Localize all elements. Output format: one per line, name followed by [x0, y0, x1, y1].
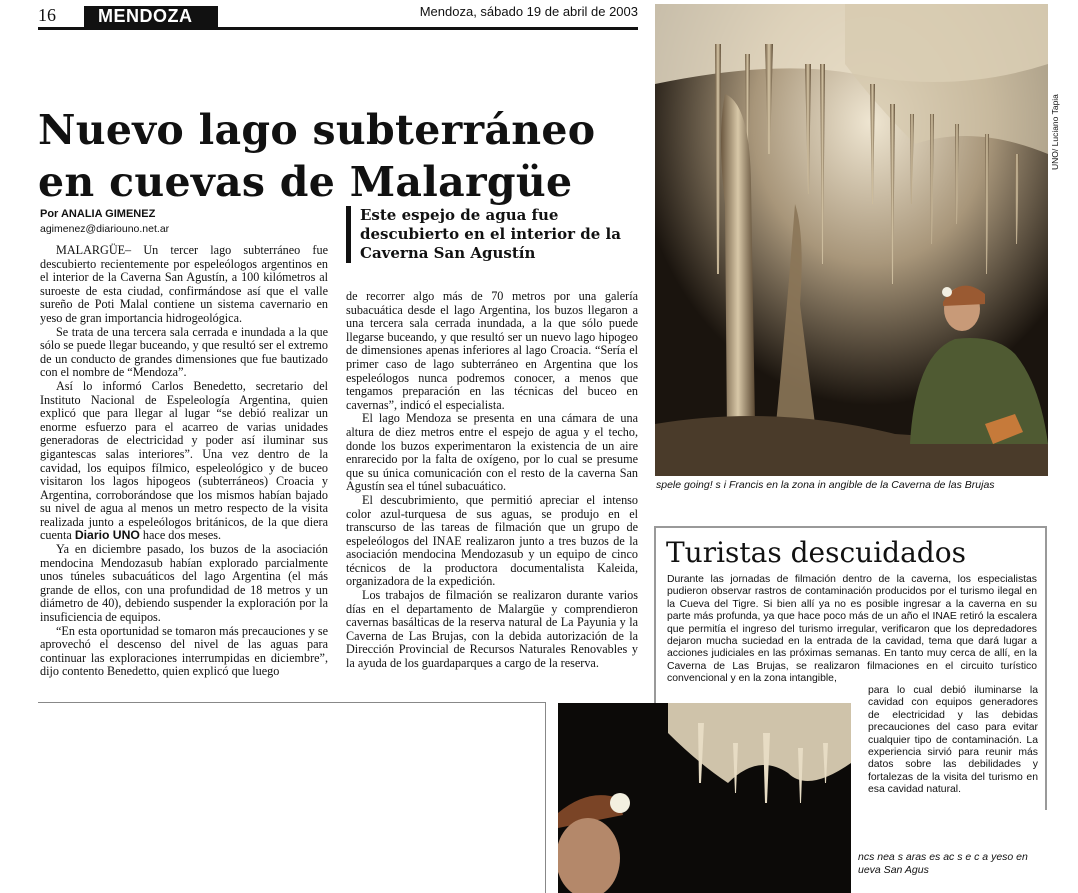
newspaper-name: Diario UNO: [74, 528, 140, 543]
cave-illustration: [655, 4, 1048, 476]
paragraph: de recorrer algo más de 70 metros por una galería subacuática desde el lago Argentina, los buzos llegaron a una tercera sala cerrada inundada, a la que sólo puede llegarse buceando, y que resultó ser un nuevo lago hipogeo de dimensiones apenas inferiores al lago Croacia. “Sería el primer caso de lago subterráneo en Argentina que los espeleólogos nunca podremos conocer, a menos que tengamos preparación en las técnicas del buceo en cavernas”, indicó el especialista.: [346, 289, 638, 412]
sidebar-title: Turistas descuidados: [666, 536, 966, 569]
headline-line-1: Nuevo lago subterráneo: [38, 106, 596, 154]
paragraph: Ya en diciembre pasado, los buzos de la asociación mendocina Mendozasub habían explorado parcialmente unos túneles subacuáticos del lago Argentina (el más grande de ellos, con una profundidad de 18 metros y un diámetro de 40), debiendo suspender la exploración por la insuficiencia de equipos.: [40, 542, 328, 625]
photo-credit: UNO/ Luciano Tapia: [1050, 94, 1060, 170]
author-email: agimenez@diariouno.net.ar: [40, 223, 170, 235]
photo-caption: spele going! s i Francis en la zona in angible de la Caverna de las Brujas: [656, 479, 995, 491]
article-column-1: [40, 244, 328, 679]
deck: Este espejo de agua fue descubierto en el interior de la Caverna San Agustín: [346, 206, 638, 263]
byline: Por ANALIA GIMENEZ: [40, 208, 156, 220]
cave-illustration-2: [558, 703, 851, 893]
headline-line-2: en cuevas de Malargüe: [38, 158, 573, 206]
page-number: 16: [38, 5, 56, 25]
paragraph: MALARGÜE– Un tercer lago subterráneo fue descubierto recientemente por espeleólogos argentinos en el interior de la Caverna San Agustín, a 100 kilómetros al suroeste de esta ciudad, confirmándose así que el valle sureño de Poti Malal contiene un sistema cavernario en yeso de gran importancia hidrogeológica.: [40, 243, 328, 325]
paragraph: Se trata de una tercera sala cerrada e inundada a la que sólo se puede llegar buceando, y que resultó ser el extremo de un conducto de grandes dimensiones que fue bautizado con el nombre de “Mendoza”.: [40, 324, 328, 380]
divider: [38, 702, 546, 703]
paragraph: El lago Mendoza se presenta en una cámara de una altura de diez metros entre el espejo de agua y el techo, donde los buzos experimentaron la existencia de un aire enrarecido por la falta de oxígeno, por lo cual se presume que su única comunicación con el resto de la caverna San Agustín sea el túnel subacuático.: [346, 411, 638, 494]
cave-photo-secondary: [558, 703, 851, 893]
cave-photo-main: [655, 4, 1048, 476]
header-rule: [38, 27, 638, 30]
sidebar-text: Durante las jornadas de filmación dentro de la caverna, los especialistas pudieron observar rastros de contaminación producidos por el turismo ilegal en la Cueva del Tigre. Si bien allí ya no es posible ingresar a la caverna en su parte más profunda, ya que hace poco más de un año el INAE retiró la escalera que permitía el ingreso del turismo irregular, verificaron que los depredadores dejaron mucha suciedad en la entrada de la cavidad, tema que dará lugar a acciones judiciales en las próximas semanas. En tanto muy cerca de allí, en la Caverna de Las Brujas, se realizaron filmaciones en el circuito turístico convencional y en la zona intangible,: [667, 574, 1037, 685]
photo-caption-2: ncs nea s aras es ac s e c a yeso en ueva San Agus: [858, 851, 1028, 876]
paragraph: Los trabajos de filmación se realizaron durante varios días en el departamento de Malargüe y comprendieron cavernas basálticas de la reserva natural de La Payunia y la Caverna de Las Brujas, con la debida autorización de la Dirección Provincial de Recursos Naturales Renovables y la ayuda de los guardaparques a cargo de la reserva.: [346, 588, 638, 671]
section-tag: MENDOZA: [84, 6, 218, 27]
headline: [38, 104, 638, 208]
sidebar-text-continued: para lo cual debió iluminarse la cavidad con equipos generadores de electricidad y las debidas precauciones del caso para evitar cualquier tipo de contaminación. La experiencia sirvió para reunir más datos sobre las debilidades y fortalezas de la visita del turismo en esa cavidad natural.: [868, 685, 1038, 796]
dateline: Mendoza, sábado 19 de abril de 2003: [419, 4, 638, 19]
article-column-2: [346, 290, 638, 671]
paragraph: El descubrimiento, que permitió apreciar el intenso color azul-turquesa de sus aguas, se produjo en el transcurso de las tareas de filmación que un grupo de espeleólogos del INAE realizaron junto a tres buzos de la asociación mendocina Mendozasub y un equipo de cinco técnicos de la productora documentalista Kaleida, organizadora de la expedición.: [346, 492, 638, 589]
paragraph: “En esta oportunidad se tomaron más precauciones y se aprovechó el descenso del nivel de las aguas para continuar las exploraciones interrumpidas en diciembre”, dijo contento Benedetto, quien explicó que luego: [40, 623, 328, 679]
paragraph: Así lo informó Carlos Benedetto, secretario del Instituto Nacional de Espeleología Argentina, quien explicó que para llegar al lugar “se debió realizar un enorme esfuerzo para el acarreo de varias unidades generadoras de electricidad y poder así iluminar sus gigantescas salas interiores”. Una vez dentro de la cavidad, los equipos fílmico, espeleológico y de buceo visitaron los lagos hipogeos (subterráneos) Croacia y Argentina, corroborándose que los mismos habían bajado su nivel de agua al menos un metro respecto de la visita realizada junto a espeleólogos británicos, de la que diera cuenta Diario UNO hace dos meses.: [40, 378, 328, 543]
divider: [545, 702, 546, 893]
